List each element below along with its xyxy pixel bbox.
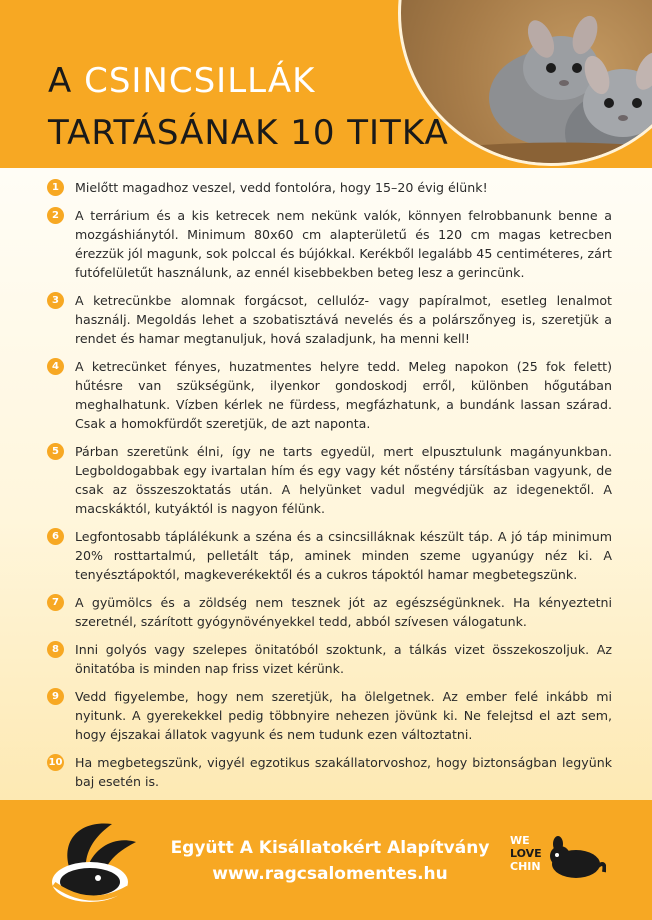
logo-right-line-3: CHIN bbox=[510, 860, 541, 873]
logo-right-line-2: LOVE bbox=[510, 847, 542, 860]
title-highlight: CSINCSILLÁK bbox=[84, 61, 316, 101]
tips-list bbox=[0, 178, 652, 800]
tip-text: A ketrecünkbe alomnak forgácsot, cellulóz- vagy papíralmot, esetleg lenalmot használj. Megoldás lehet a szobatisztává nevelés és a polárszőnyeg is, szeretjük a rendet és hamar megtanuljuk, hová szaladjunk, ha menni kell! bbox=[75, 293, 612, 346]
title-prefix: A bbox=[48, 61, 85, 101]
tip-item-5 bbox=[0, 442, 652, 518]
tip-item-4 bbox=[0, 357, 652, 433]
tip-text: Vedd figyelembe, hogy nem szeretjük, ha ölelgetnek. Az ember felé inkább mi nyitunk. A gyerekekkel pedig többnyire nehezen jövünk ki. Ne felejtsd el azt sem, hogy éjszakai állatok vagyunk és nem tudunk ezen változtatni. bbox=[75, 689, 612, 742]
tip-text: Ha megbetegszünk, vigyél egzotikus szakállatorvoshoz, hogy biztonságban legyünk baj esetén is. bbox=[75, 755, 612, 789]
tip-text: Inni golyós vagy szelepes önitatóból szoktunk, a tálkás vizet összekoszoljuk. Az önitatóba is minden nap friss vizet kérünk. bbox=[75, 642, 612, 676]
tip-text: A ketrecünket fényes, huzatmentes helyre tedd. Meleg napokon (25 fok felett) hűtésre van szükségünk, ilyenkor gondoskodj erről, különben hőgutában meghalhatunk. Vízben kérlek ne fürdess, megfázhatunk, a bundánk lassan szárad. Csak a homokfürdőt szeretjük, de azt naponta. bbox=[75, 359, 612, 431]
title-line-2: TARTÁSÁNAK 10 TITKA bbox=[48, 113, 449, 153]
tip-item-2 bbox=[0, 206, 652, 282]
footer bbox=[0, 800, 652, 920]
tips-panel bbox=[0, 168, 652, 800]
logo-right-line-1: WE bbox=[510, 834, 530, 847]
tip-item-10 bbox=[0, 753, 652, 791]
tip-text: Mielőtt magadhoz veszel, vedd fontolóra, hogy 15–20 évig élünk! bbox=[75, 180, 488, 195]
tip-number-badge: 7 bbox=[47, 594, 64, 611]
page-title bbox=[48, 55, 449, 159]
tip-text: A terrárium és a kis ketrecek nem nekünk valók, könnyen felrobbanunk benne a mozgáshiánytól. Minimum 80x60 cm alapterületű és 120 cm magas ketrecben érezzük jól magunk, sok polccal és bújókkal. Kerékből legalább 45 centiméteres, zárt futófelületűt használunk, az ennél kisebbekben beteg lesz a gerincünk. bbox=[75, 208, 612, 280]
tip-item-8 bbox=[0, 640, 652, 678]
foundation-logo bbox=[40, 810, 150, 914]
tip-text: A gyümölcs és a zöldség nem tesznek jót az egészségünknek. Ha kényeztetni szeretnél, szárított gyógynövényekkel tedd, abból szívesen válogatunk. bbox=[75, 595, 612, 629]
tip-text: Legfontosabb táplálékunk a széna és a csincsilláknak készült táp. A jó táp minimum 20% rosttartalmú, pelletált táp, aminek minden szeme ugyanúgy néz ki. A tenyésztápoktól, magkeverékektől és a cukros tápoktól hamar megbetegszünk. bbox=[75, 529, 612, 582]
tip-number-badge: 6 bbox=[47, 528, 64, 545]
we-love-chin-logo bbox=[510, 830, 620, 890]
header bbox=[0, 0, 652, 175]
tip-item-1 bbox=[0, 178, 652, 197]
org-url-link[interactable]: www.ragcsalomentes.hu bbox=[212, 864, 448, 884]
tip-number-badge: 4 bbox=[47, 358, 64, 375]
tip-item-6 bbox=[0, 527, 652, 584]
tip-number-badge: 10 bbox=[47, 754, 64, 771]
tip-number-badge: 9 bbox=[47, 688, 64, 705]
tip-number-badge: 1 bbox=[47, 179, 64, 196]
tip-number-badge: 5 bbox=[47, 443, 64, 460]
tip-text: Párban szeretünk élni, így ne tarts egyedül, mert elpusztulunk magányunkban. Legboldogabbak egy ivartalan hím és egy vagy két nőstény társításban vagyunk, de csak az összeszoktatás után. A helyünket vadul megvédjük az idegenektől. A macskáktól, kutyáktól is nagyon félünk. bbox=[75, 444, 612, 516]
tip-number-badge: 3 bbox=[47, 292, 64, 309]
chinchilla-silhouette-icon bbox=[546, 836, 606, 880]
tip-item-7 bbox=[0, 593, 652, 631]
tip-number-badge: 2 bbox=[47, 207, 64, 224]
org-name: Együtt A Kisállatokért Alapítvány bbox=[170, 838, 490, 858]
tip-item-3 bbox=[0, 291, 652, 348]
tip-number-badge: 8 bbox=[47, 641, 64, 658]
tip-item-9 bbox=[0, 687, 652, 744]
rabbit-logo-icon bbox=[40, 810, 150, 910]
